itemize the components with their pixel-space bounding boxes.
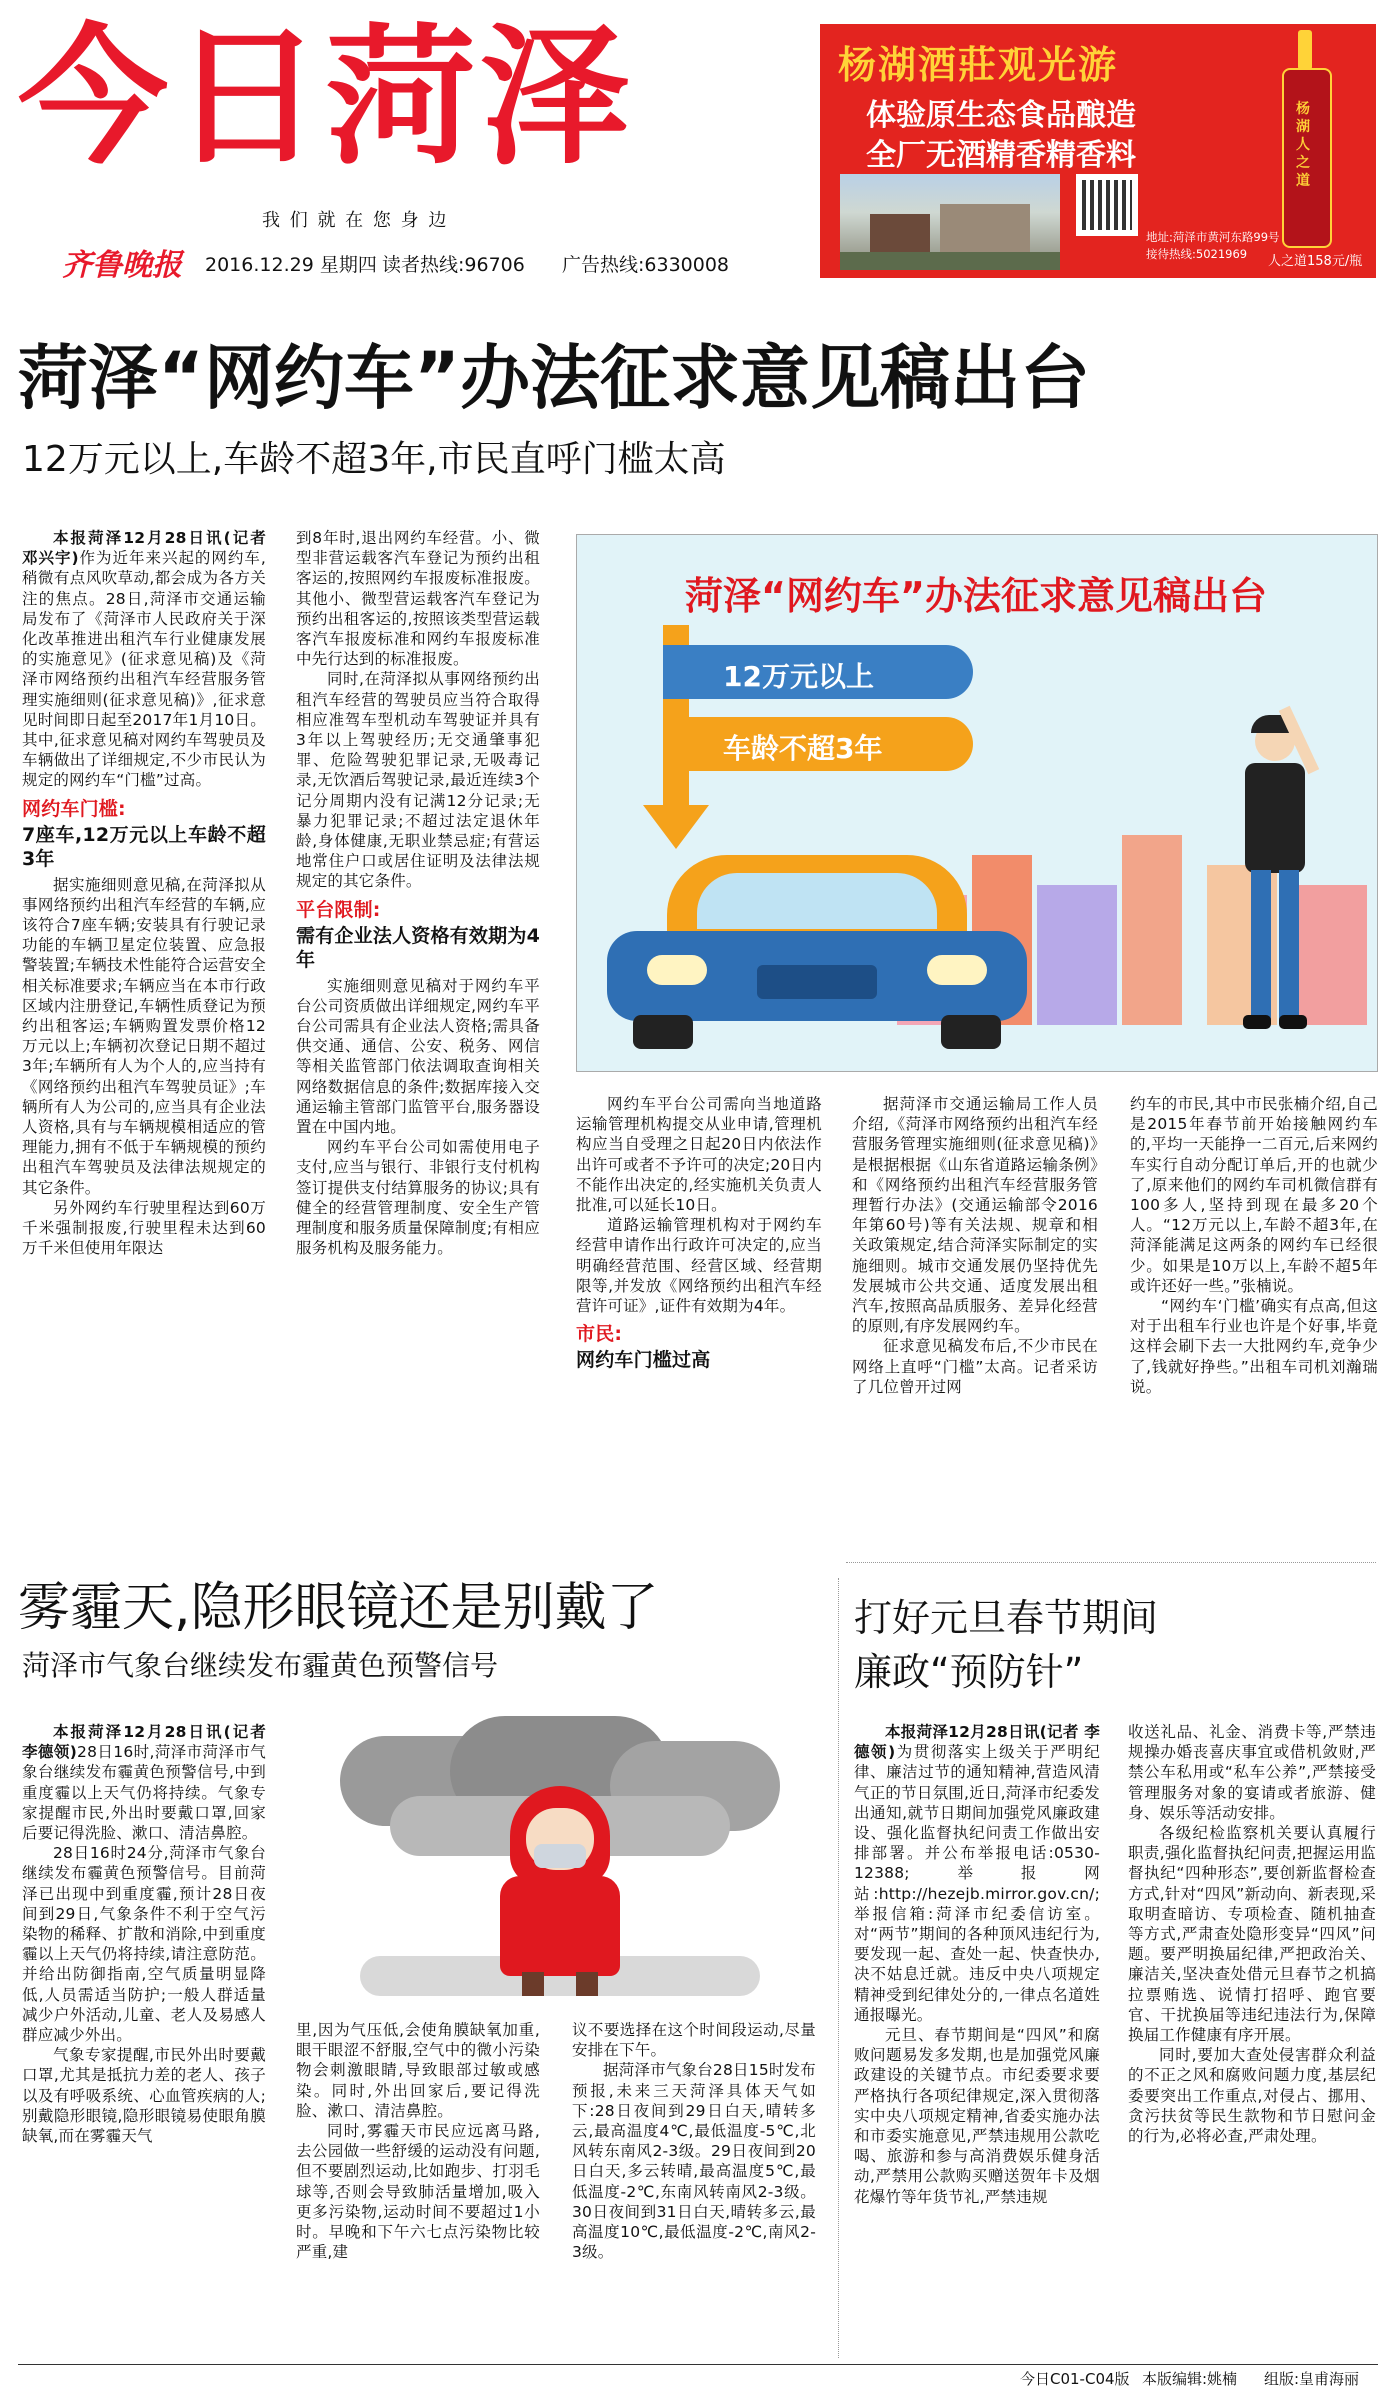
- paragraph: “网约车‘门槛’确实有点高,但这对于出租车行业也许是个好事,毕竟这样会刷下去一大批网约车,竞争少了,钱就好挣些。”出租车司机刘瀚瑞说。: [1130, 1297, 1378, 1396]
- tag-age: [663, 717, 973, 771]
- ad-banner: [820, 24, 1376, 278]
- subhead-text: 需有企业法人资格有效期为4年: [296, 924, 540, 971]
- paragraph: 28日16时,菏泽市菏泽市气象台继续发布霾黄色预警信号,中到重度霾以上天气仍将持续。气象专家提醒市民,外出时要戴口罩,回家后要记得洗脸、漱口、清洁鼻腔。: [22, 1743, 266, 1843]
- qr-code: [1076, 174, 1138, 236]
- paragraph: 网约车平台公司需向当地道路运输管理机构提交从业申请,管理机构应当自受理之日起20日内依法作出许可或者不予许可的决定;20日内不能作出决定的,经实施机关负责人批准,可以延长10日。: [576, 1095, 822, 1215]
- paragraph: 据实施细则意见稿,在菏泽拟从事网络预约出租汽车经营的车辆,应该符合7座车辆;安装具有行驶记录功能的车辆卫星定位装置、应急报警装置;车辆技术性能符合运营安全相关标准要求;车辆应当在本市行政区域内注册登记,车辆性质登记为预约出租客运;车辆购置发票价格12万元以上;车辆初次登记日期不超过3年;车辆所有人为个人的,应当持有《网络预约出租汽车驾驶员证》;车辆所有人为公司的,应当具有企业法人资格,具有与车辆规模相适应的管理能力,拥有不低于车辆规模的预约出租汽车驾驶员及法律法规规定的其它条件。: [22, 875, 266, 1197]
- paragraph: 为贯彻落实上级关于严明纪律、廉洁过节的通知精神,营造风清气正的节日氛围,近日,菏泽市纪委发出通知,就节日期间加强党风廉政建设、强化监督执纪问责工作做出安排部署。并公布举报电话:0530-12388;举报网站:http://hezejb.mirror.gov.cn/;举报信箱:菏泽市纪委信访室。对“两节”期间的各种顶风违纪行为,要发现一起、查处一起、快查快办,决不姑息迁就。违反中央八项规定精神受到纪律处分的,一律点名道姓通报曝光。: [854, 1743, 1100, 2024]
- smog-headline: 雾霾天,隐形眼镜还是别戴了: [18, 1578, 659, 1638]
- lead-column-1: [22, 528, 266, 1259]
- car-illustration: [607, 855, 1027, 1055]
- smog-subhead: 菏泽市气象台继续发布霾黄色预警信号: [22, 1649, 499, 1682]
- ad-hotline: 广告热线:6330008: [562, 254, 730, 276]
- paragraph: 元旦、春节期间是“四风”和腐败问题易发多发期,也是加强党风廉政建设的关键节点。市纪委要求要严格执行各项纪律规定,深入贯彻落实中央八项规定精神,省委实施办法和市委实施意见,严禁违规用公款吃喝、旅游和参与高消费娱乐健身活动,严禁用公款购买赠送贺年卡及烟花爆竹等年货节礼,严禁违规: [854, 2026, 1100, 2206]
- paragraph: 网约车平台公司如需使用电子支付,应当与银行、非银行支付机构签订提供支付结算服务的协议;具有健全的经营管理制度、安全生产管理制度和服务质量保障制度;有相应服务机构及服务能力。: [296, 1138, 540, 1258]
- subhead-label: 市民:: [576, 1323, 623, 1346]
- bottle-label: 杨湖人之道: [1296, 101, 1310, 189]
- footer-layout: 组版:皇甫海丽: [1264, 2370, 1360, 2388]
- infographic-title: 菏泽“网约车”办法征求意见稿出台: [685, 574, 1267, 618]
- paper-logo: 齐鲁晚报: [62, 248, 182, 283]
- lead-column-4: [852, 1094, 1098, 1397]
- anti-corruption-headline-2: 廉政“预防针”: [854, 1650, 1084, 1694]
- paragraph: 另外网约车行驶里程达到60万千米强制报废,行驶里程未达到60万千米但使用年限达: [22, 1198, 266, 1258]
- masthead-title: 今日菏泽: [18, 11, 635, 185]
- paragraph: 同时,要加大查处侵害群众利益的不正之风和腐败问题力度,基层纪委要突出工作重点,对侵占、挪用、贪污扶贫等民生款物和节日慰问金的行为,必将必查,严肃处理。: [1128, 2046, 1376, 2146]
- smog-byline: 本报菏泽12月28日讯(记者 李德领): [22, 1723, 266, 1762]
- paragraph: 收送礼品、礼金、消费卡等,严禁违规操办婚丧喜庆事宜或借机敛财,严禁公车私用或“私车公养”,严禁接受管理服务对象的宴请或者旅游、健身、娱乐等活动安排。: [1128, 1723, 1376, 1822]
- lead-byline: 本报菏泽12月28日讯(记者 邓兴宇): [22, 529, 266, 568]
- subhead-label: 平台限制:: [296, 898, 381, 921]
- smog-illustration: [300, 1716, 820, 2016]
- ad-line2: 体验原生态食品酿造: [866, 98, 1136, 133]
- ad-price: 人之道158元/瓶: [1268, 254, 1363, 269]
- paragraph: 约车的市民,其中市民张楠介绍,自己是2015年春节前开始接触网约车的,平均一天能挣一二百元,后来网约车实行自动分配订单后,开的也就少了,原来他们的网约车司机微信群有100多人,坚持到现在最多20个人。“12万元以上,车龄不超3年,在菏泽能满足这两条的网约车已经很少。如果是10万以上,车龄不超5年或许还好一些。”张楠说。: [1130, 1095, 1378, 1295]
- tag-price: [663, 645, 973, 699]
- tag-price-text: 12万元以上: [723, 660, 874, 693]
- ad-line3: 全厂无酒精香精香料: [866, 138, 1136, 173]
- footer-rule: [18, 2364, 1378, 2365]
- column-divider: [838, 1578, 839, 2358]
- paragraph: 据菏泽市气象台28日15时发布预报,未来三天菏泽具体天气如下:28日夜间到29日白天,晴转多云,最高温度4℃,最低温度-5℃,北风转东南风2-3级。29日夜间到20日白天,多云转晴,最高温度5℃,最低温度-2℃,东南风转南风2-3级。30日夜间到31日白天,晴转多云,最高温度10℃,最低温度-2℃,南风2-3级。: [572, 2061, 816, 2262]
- subhead-label: 网约车门槛:: [22, 797, 126, 820]
- tag-age-text: 车龄不超3年: [723, 732, 883, 765]
- paragraph: 里,因为气压低,会使角膜缺氧加重,眼干眼涩不舒服,空气中的微小污染物会刺激眼睛,导致眼部过敏或感染。同时,外出回家后,要记得洗脸、漱口、清洁鼻腔。: [296, 2021, 540, 2120]
- smog-column-3: [572, 2020, 816, 2262]
- paragraph: 气象专家提醒,市民外出时要戴口罩,尤其是抵抗力差的老人、孩子以及有呼吸系统、心血管疾病的人;别戴隐形眼镜,隐形眼镜易使眼角膜缺氧,而在雾霾天气: [22, 2046, 266, 2146]
- lead-column-3: [576, 1094, 822, 1376]
- smog-column-2: [296, 2020, 540, 2262]
- lead-headline: 菏泽“网约车”办法征求意见稿出台: [18, 337, 1091, 419]
- person-illustration: [1221, 665, 1331, 1045]
- infographic: [576, 534, 1378, 1072]
- ad-photo: [840, 174, 1060, 270]
- paragraph: 各级纪检监察机关要认真履行职责,强化监督执纪问责,把握运用监督执纪“四种形态”,要创新监督检查方式,针对“四风”新动向、新表现,采取明查暗访、专项检查、随机抽查等方式,严肃查处隐形变异“四风”问题。要严明换届纪律,严把政治关、廉洁关,坚决查处借元旦春节之机搞拉票贿选、说情打招呼、跑官要官、干扰换届等违纪违法行为,保障换届工作健康有序开展。: [1128, 1824, 1376, 2045]
- paragraph: 到8年时,退出网约车经营。小、微型非营运载客汽车登记为预约出租客运的,按照网约车报废标准报废。其他小、微型营运载客汽车登记为预约出租客运的,按照该类型营运载客汽车报废标准和网约车报废标准中先行达到的标准报废。: [296, 529, 540, 669]
- subhead-text: 网约车门槛过高: [576, 1349, 711, 1372]
- lead-column-2: [296, 528, 540, 1259]
- reader-hotline: 读者热线:96706: [382, 254, 525, 276]
- paragraph: 同时,雾霾天市民应远离马路,去公园做一些舒缓的运动没有问题,但不要剧烈运动,比如跑步、打羽毛球等,否则会导致肺活量增加,吸入更多污染物,运动时间不要超过1小时。早晚和下午六七点污染物比较严重,建: [296, 2122, 540, 2262]
- paragraph: 同时,在菏泽拟从事网络预约出租汽车经营的驾驶员应当符合取得相应准驾车型机动车驾驶证并具有3年以上驾驶经历;无交通肇事犯罪、危险驾驶犯罪记录,无吸毒记录,无饮酒后驾驶记录,最近连续3个记分周期内没有记满12分记录;无暴力犯罪记录;不超过法定退休年龄,身体健康,无职业禁忌症;有营运地常住户口或居住证明及法律法规规定的其它条件。: [296, 670, 540, 891]
- anti-corruption-byline: 本报菏泽12月28日讯(记者 李德领): [854, 1723, 1100, 1762]
- paragraph: 28日16时24分,菏泽市气象台继续发布霾黄色预警信号。目前菏泽已出现中到重度霾,预计28日夜间到29日,气象条件不利于空气污染物的稀释、扩散和消除,中到重度霾以上天气仍将持续,请注意防范。并给出防御指南,空气质量明显降低,人员需适当防护;一般人群适量减少户外活动,儿童、老人及易感人群应减少外出。: [22, 1844, 266, 2045]
- lead-paragraph: 作为近年来兴起的网约车,稍微有点风吹草动,都会成为各方关注的焦点。28日,菏泽市交通运输局发布了《菏泽市人民政府关于深化改革推进出租汽车行业健康发展的实施意见》(征求意见稿)及《菏泽市网络预约出租汽车经营服务管理实施细则(征求意见稿)》,征求意见时间即日起至2017年1月10日。其中,征求意见稿对网约车驾驶员及车辆做出了详细规定,不少市民认为规定的网约车“门槛”过高。: [22, 549, 267, 790]
- lead-column-5: [1130, 1094, 1378, 1397]
- paragraph: 议不要选择在这个时间段运动,尽量安排在下午。: [572, 2021, 816, 2060]
- ad-title: 杨湖酒莊观光游: [838, 42, 1119, 87]
- footer-editor: 本版编辑:姚楠: [1142, 2370, 1238, 2388]
- liquor-bottle-icon: [1272, 30, 1338, 245]
- smog-column-1: [22, 1722, 266, 2146]
- anti-corruption-column-1: [854, 1722, 1100, 2207]
- paragraph: 征求意见稿发布后,不少市民在网络上直呼“门槛”太高。记者采访了几位曾开过网: [852, 1337, 1098, 1396]
- masthead: [0, 0, 1395, 290]
- paragraph: 实施细则意见稿对于网约车平台公司资质做出详细规定,网约车平台公司需具有企业法人资格;需具备供交通、通信、公安、税务、网信等相关监管部门依法调取查询相关网络数据信息的条件;数据库接入交通运输主管部门监管平台,服务器设置在中国内地。: [296, 976, 540, 1137]
- lead-subhead: 12万元以上,车龄不超3年,市民直呼门槛太高: [22, 439, 726, 480]
- subhead-text: 7座车,12万元以上车龄不超3年: [22, 823, 266, 870]
- ad-phone: 接待热线:5021969: [1146, 247, 1248, 261]
- footer-page: 今日C01-C04版: [1020, 2370, 1130, 2388]
- section-divider: [846, 1562, 1376, 1563]
- masthead-date: 2016.12.29 星期四: [205, 254, 377, 276]
- anti-corruption-headline-1: 打好元旦春节期间: [854, 1596, 1159, 1640]
- masthead-slogan: 我 们 就 在 您 身 边: [262, 210, 449, 231]
- anti-corruption-column-2: [1128, 1722, 1376, 2146]
- paragraph: 道路运输管理机构对于网约车经营申请作出行政许可决定的,应当明确经营范围、经营区域、经营期限等,并发放《网络预约出租汽车经营许可证》,证件有效期为4年。: [576, 1216, 822, 1316]
- paragraph: 据菏泽市交通运输局工作人员介绍,《菏泽市网络预约出租汽车经营服务管理实施细则(征求意见稿)》是根据根据《山东省道路运输条例》和《网络预约出租汽车经营服务管理暂行办法》(交通运输部令2016年第60号)等有关法规、规章和相关政策规定,结合菏泽实际制定的实施细则。城市交通发展仍坚持优先发展城市公共交通、适度发展出租汽车,按照高品质服务、差异化经营的原则,有序发展网约车。: [852, 1095, 1098, 1336]
- ad-address: 地址:菏泽市黄河东路99号: [1146, 230, 1280, 244]
